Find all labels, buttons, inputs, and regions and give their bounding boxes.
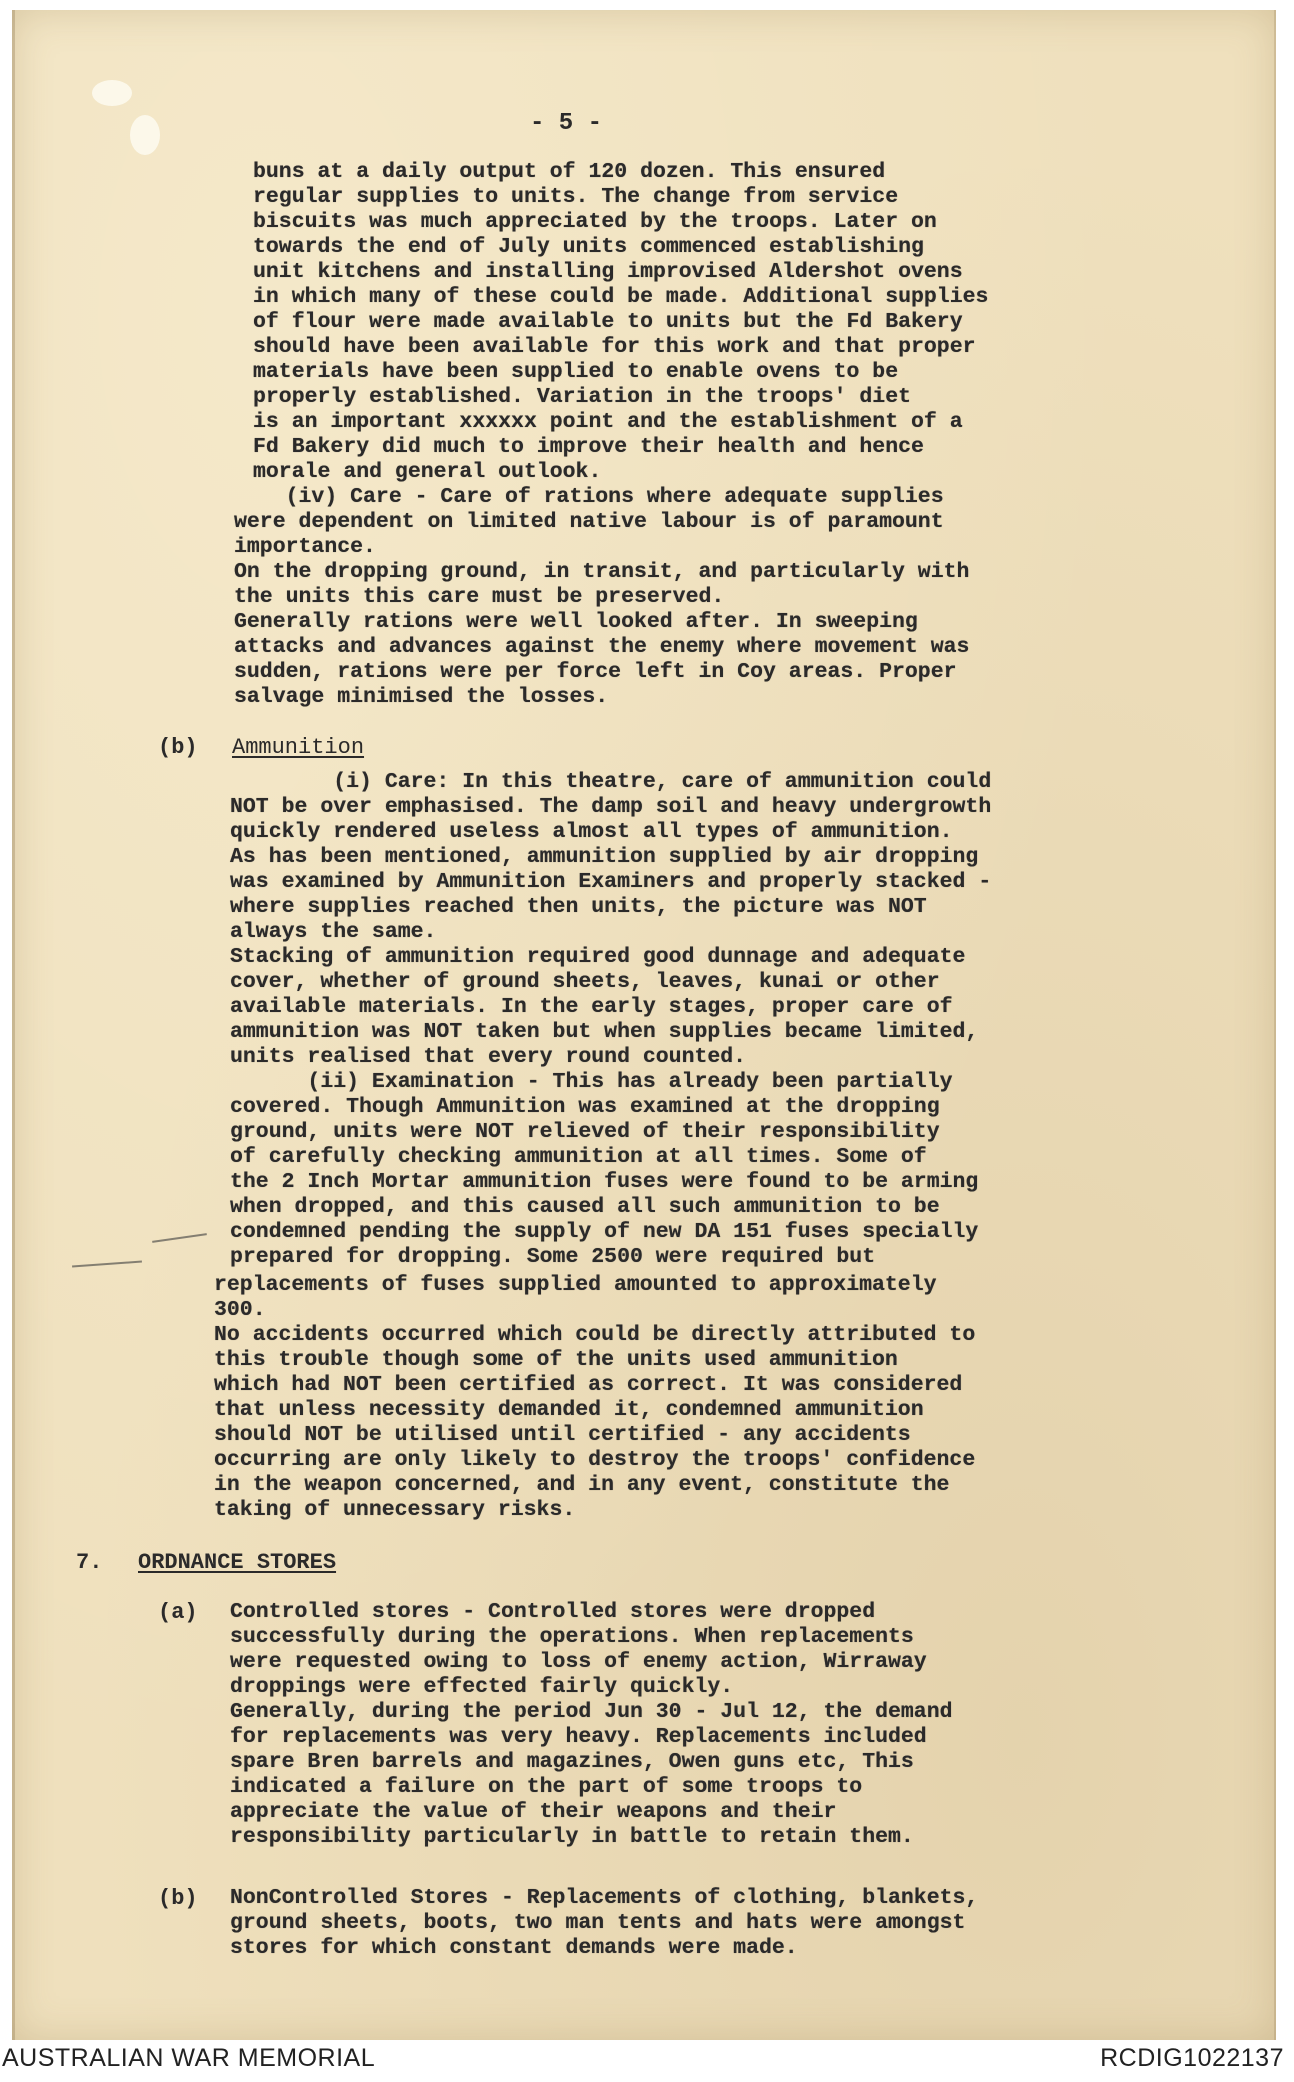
margin-mark xyxy=(72,1261,142,1268)
subsection-a-marker: (a) xyxy=(158,1600,198,1625)
paragraph-rations-care: (iv) Care - Care of rations where adequate supplies were dependent on limited native labour is of paramount importance. On the dropping ground, in transit, and particularly with the units this care must be preserved. Generally rations were well looked after. In sweeping attacks and advances against the enemy where movement was sudden, rations were per force left in Coy areas. Proper salvage minimised the losses. xyxy=(234,485,970,709)
page-number: - 5 - xyxy=(530,110,603,137)
paper-stain xyxy=(92,80,132,106)
section-7-heading: ORDNANCE STORES xyxy=(138,1550,337,1575)
paragraph-ammunition: (i) Care: In this theatre, care of ammunition could NOT be over emphasised. The damp soil and heavy undergrowth quickly rendered useless almost all types of ammunition. As has been mentioned, ammunition supplied by air dropping was examined by Ammunition Examiners and properly stacked - where supplies reached then units, the picture was NOT always the same. Stacking of ammunition required good dunnage and adequate cover, whether of ground sheets, leaves, kunai or other available materials. In the early stages, proper care of ammunition was NOT taken but when supplies became limited, units realised that every round counted. (ii) Examination - This has already been partially covered. Though Ammunition was examined at the dropping ground, units were NOT relieved of their responsibility of carefully checking ammunition at all times. Some of the 2 Inch Mortar ammunition fuses were found to be arming when dropped, and this caused all such ammunition to be condemned pending the supply of new DA 151 fuses specially prepared for dropping. Some 2500 were required but xyxy=(230,770,992,1269)
footer-record-id: RCDIG1022137 xyxy=(1100,2044,1284,2072)
subsection-ammunition-heading: Ammunition xyxy=(232,735,365,760)
subsection-b2-marker: (b) xyxy=(158,1886,198,1911)
section-7-number: 7. xyxy=(76,1550,103,1575)
paragraph-bakery: buns at a daily output of 120 dozen. This ensured regular supplies to units. The change from service biscuits was much appreciated by the troops. Later on towards the end of July units commenced establishing unit kitchens and installing improvised Aldershot ovens in which many of these could be made. Additional supplies of flour were made available to units but the Fd Bakery should have been available for this work and that proper materials have been supplied to enable ovens to be properly established. Variation in the troops' diet is an important xxxxxx point and the establishment of a Fd Bakery did much to improve their health and hence morale and general outlook. xyxy=(253,160,989,484)
margin-mark xyxy=(152,1233,207,1243)
paragraph-fuses: replacements of fuses supplied amounted to approximately 300. No accidents occurred which could be directly attributed to this trouble though some of the units used ammunition which had NOT been certified as correct. It was considered that unless necessity demanded it, condemned ammunition should NOT be utilised until certified - any accidents occurring are only likely to destroy the troops' confidence in the weapon concerned, and in any event, constitute the taking of unnecessary risks. xyxy=(214,1273,976,1522)
paper-stain xyxy=(130,115,160,155)
footer-institution: AUSTRALIAN WAR MEMORIAL xyxy=(2,2044,376,2072)
paragraph-noncontrolled-stores: NonControlled Stores - Replacements of clothing, blankets, ground sheets, boots, two man tents and hats were amongst stores for which constant demands were made. xyxy=(230,1886,979,1960)
document-page xyxy=(12,10,1276,2040)
paragraph-controlled-stores: Controlled stores - Controlled stores were dropped successfully during the operations. When replacements were requested owing to loss of enemy action, Wirraway droppings were effected fairly quickly. Generally, during the period Jun 30 - Jul 12, the demand for replacements was very heavy. Replacements included spare Bren barrels and magazines, Owen guns etc, This indicated a failure on the part of some troops to appreciate the value of their weapons and their responsibility particularly in battle to retain them. xyxy=(230,1600,953,1849)
subsection-b-marker: (b) xyxy=(158,735,198,760)
